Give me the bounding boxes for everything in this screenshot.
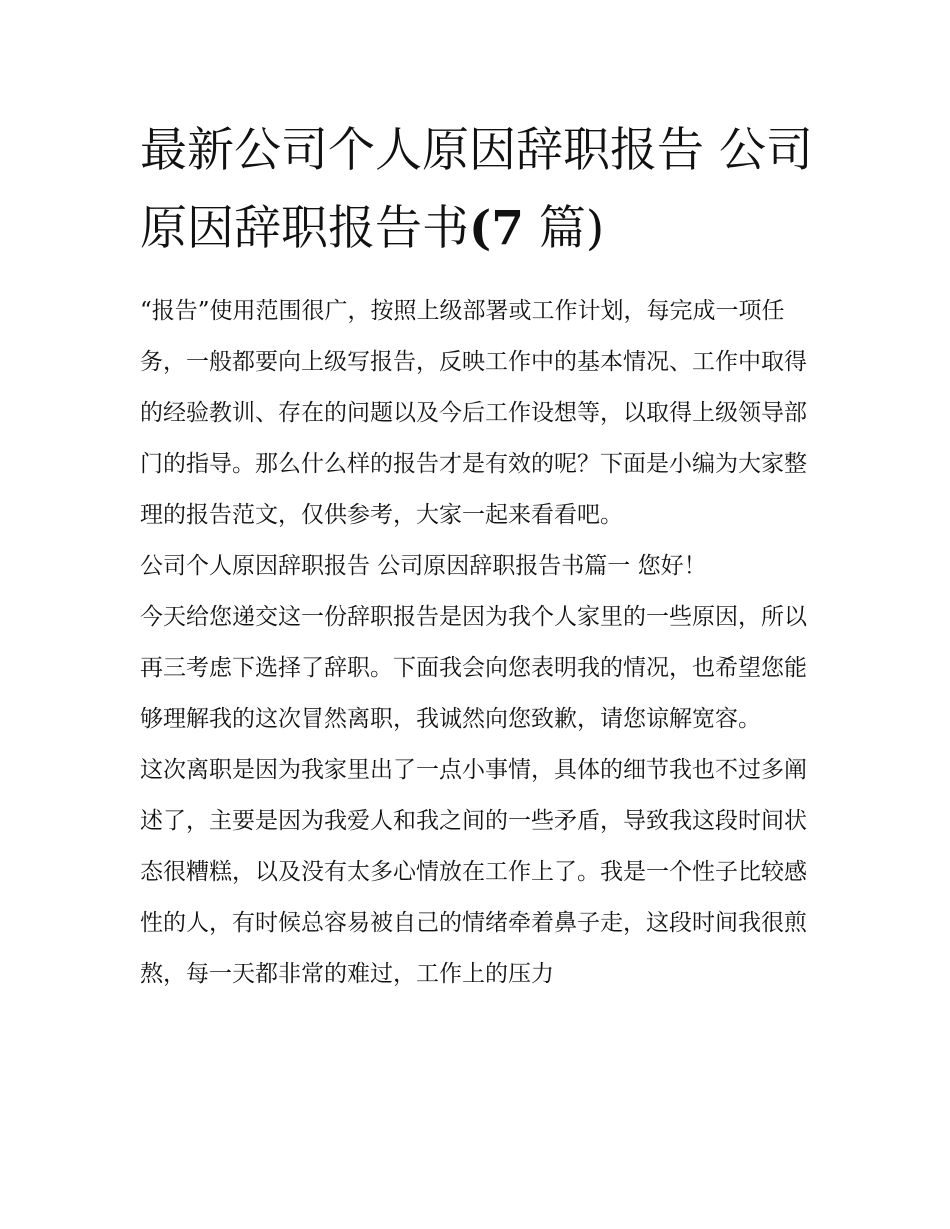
body-paragraph: 今天给您递交这一份辞职报告是因为我个人家里的一些原因，所以再三考虑下选择了辞职。下面我会向您表明我的情况，也希望您能够理解我的这次冒然离职，我诚然向您致歉，请您谅解宽容。 [140,604,807,732]
title-tail: 篇) [538,201,605,256]
body-paragraph: 这次离职是因为我家里出了一点小事情，具体的细节我也不过多阐述了，主要是因为我爱人和我之间的一些矛盾，导致我这段时间状态很糟糕，以及没有太多心情放在工作上了。我是一个性子比较感性的人，有时候总容易被自己的情绪牵着鼻子走，这段时间我很煎熬，每一天都非常的难过，工作上的压力 [140,757,807,987]
document-page [140,112,815,1000]
title-main: 最新公司个人原因辞职报告 公司原因辞职报告书 [140,123,813,256]
title-suffix: (7 [469,201,524,256]
section-heading-paragraph: 公司个人原因辞职报告 公司原因辞职报告书篇一 您好！ [140,553,707,579]
document-title [140,112,815,268]
intro-paragraph: “报告”使用范围很广，按照上级部署或工作计划，每完成一项任务，一般都要向上级写报告，反映工作中的基本情况、工作中取得的经验教训、存在的问题以及今后工作设想等，以取得上级领导部门的指导。那么什么样的报告才是有效的呢？下面是小编为大家整理的报告范文，仅供参考，大家一起来看看吧。 [140,298,807,528]
